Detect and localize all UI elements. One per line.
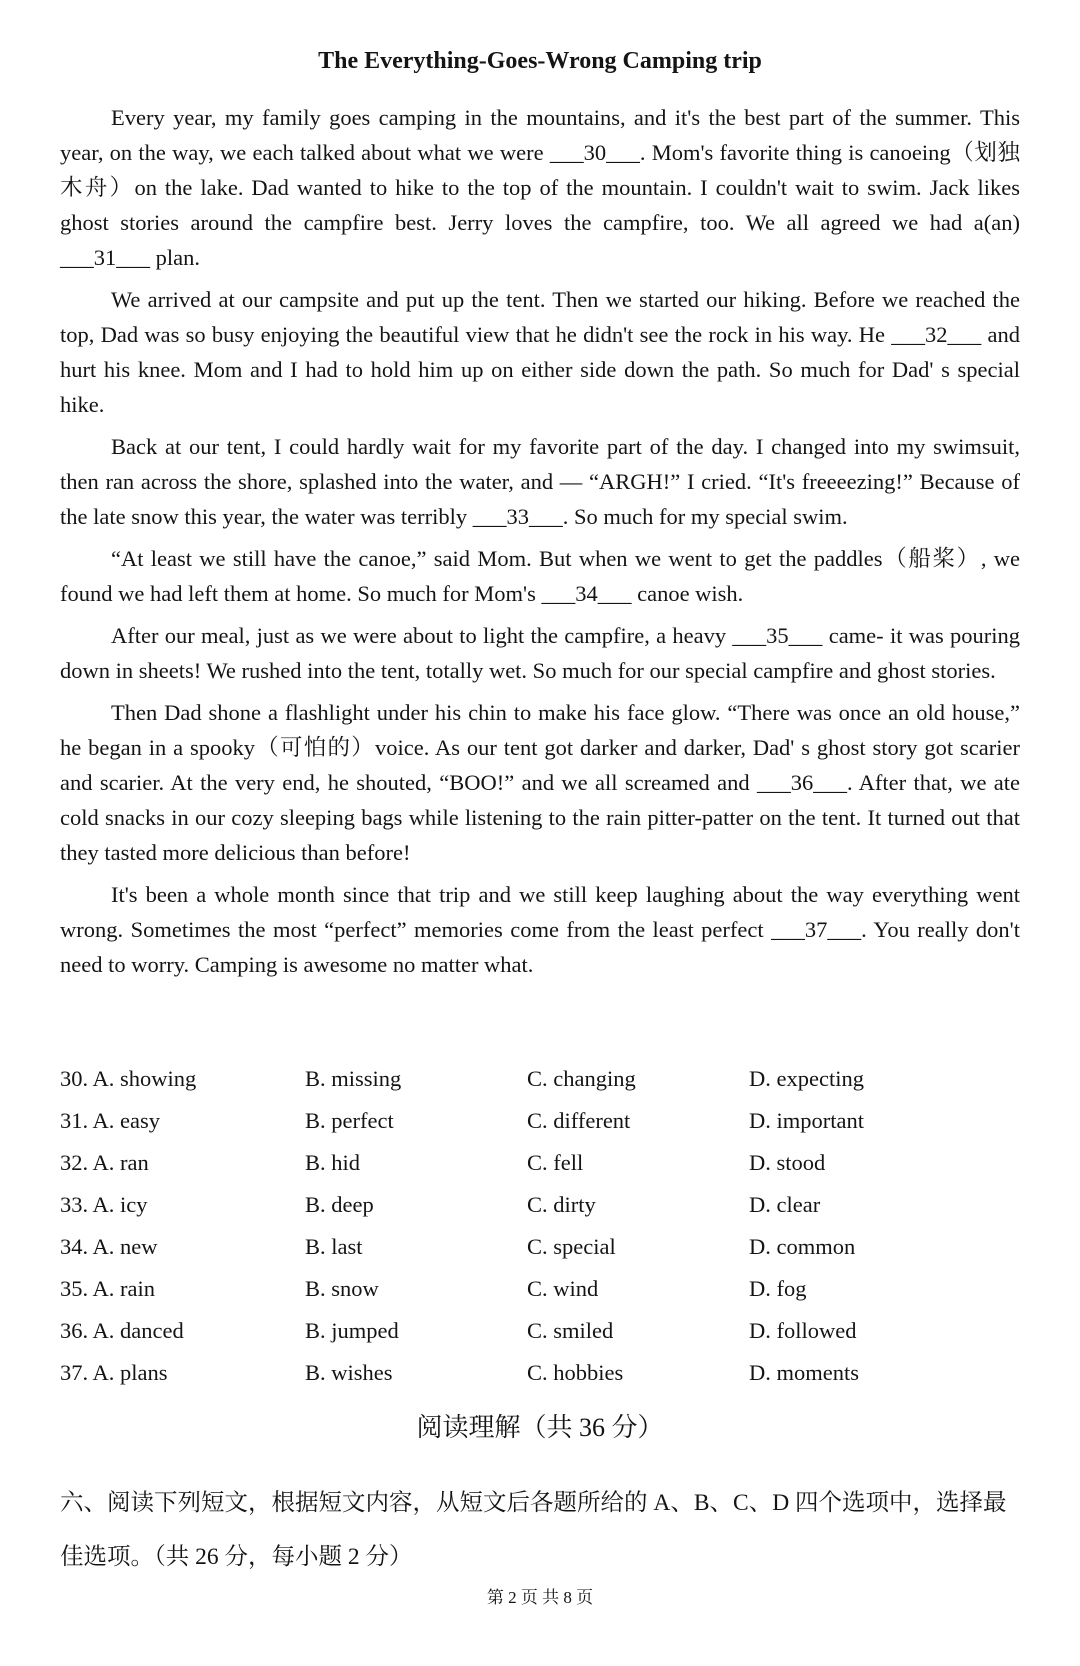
question-37-options xyxy=(60,1352,1020,1394)
option-b: B. hid xyxy=(305,1150,361,1175)
option-b: B. deep xyxy=(305,1192,374,1217)
option-d: D. stood xyxy=(749,1150,826,1175)
passage-title: The Everything-Goes-Wrong Camping trip xyxy=(318,48,762,74)
option-b: B. wishes xyxy=(305,1360,393,1385)
question-35-options xyxy=(60,1268,1020,1310)
question-30-options xyxy=(60,1058,1020,1100)
question-36-options xyxy=(60,1310,1020,1352)
option-c: C. special xyxy=(527,1234,616,1259)
option-c: C. smiled xyxy=(527,1318,614,1343)
paragraph: We arrived at our campsite and put up the tent. Then we started our hiking. Before we reached the top, Dad was so busy enjoying the beautiful view that he didn't see the rock in his way. He ___32___ and hurt his knee. Mom and I had to hold him up on either side down the path. So much for Dad' s special hike. xyxy=(60,287,1020,417)
option-b: B. missing xyxy=(305,1066,402,1091)
option-c: C. hobbies xyxy=(527,1360,624,1385)
option-a: 30. A. showing xyxy=(60,1066,197,1091)
paragraph: Every year, my family goes camping in the mountains, and it's the best part of the summer. This year, on the way, we each talked about what we were ___30___. Mom's favorite thing is canoeing（划独木舟）on the lake. Dad wanted to hike to the top of the mountain. I couldn't wait to swim. Jack likes ghost stories around the campfire best. Jerry loves the campfire, too. We all agreed we had a(an) ___31___ plan. xyxy=(60,105,1020,270)
option-b: B. last xyxy=(305,1234,363,1259)
option-a: 31. A. easy xyxy=(60,1108,160,1133)
option-c: C. fell xyxy=(527,1150,584,1175)
page-footer: 第 2 页 共 8 页 xyxy=(486,1588,594,1607)
option-a: 35. A. rain xyxy=(60,1276,155,1301)
option-d: D. expecting xyxy=(749,1066,864,1091)
question-33-options xyxy=(60,1184,1020,1226)
paragraph: “At least we still have the canoe,” said Mom. But when we went to get the paddles（船桨）, we found we had left them at home. So much for Mom's ___34___ canoe wish. xyxy=(60,546,1020,606)
option-d: D. moments xyxy=(749,1360,859,1385)
option-a: 32. A. ran xyxy=(60,1150,149,1175)
option-d: D. important xyxy=(749,1108,864,1133)
option-b: B. jumped xyxy=(305,1318,399,1343)
paragraph: It's been a whole month since that trip and we still keep laughing about the way everything went wrong. Sometimes the most “perfect” memories come from the least perfect ___37___. You really don't need to worry. Camping is awesome no matter what. xyxy=(60,882,1020,977)
cloze-passage xyxy=(60,100,1020,989)
option-a: 37. A. plans xyxy=(60,1360,168,1385)
option-c: C. wind xyxy=(527,1276,599,1301)
paragraph: Then Dad shone a flashlight under his chin to make his face glow. “There was once an old house,” he began in a spooky（可怕的）voice. As our tent got darker and darker, Dad' s ghost story got scarier and scarier. At the very end, he shouted, “BOO!” and we all screamed and ___36___. After that, we ate cold snacks in our cozy sleeping bags while listening to the rain pitter-patter on the tent. It turned out that they tasted more delicious than before! xyxy=(60,700,1020,865)
question-31-options xyxy=(60,1100,1020,1142)
option-d: D. fog xyxy=(749,1276,807,1301)
option-a: 34. A. new xyxy=(60,1234,158,1259)
option-c: C. changing xyxy=(527,1066,636,1091)
paragraph: Back at our tent, I could hardly wait for my favorite part of the day. I changed into my swimsuit, then ran across the shore, splashed into the water, and — “ARGH!” I cried. “It's freeeezing!” Because of the late snow this year, the water was terribly ___33___. So much for my special swim. xyxy=(60,434,1020,529)
section-instructions: 六、阅读下列短文，根据短文内容，从短文后各题所给的 A、B、C、D 四个选项中，选择最佳选项。（共 26 分，每小题 2 分） xyxy=(60,1490,1007,1570)
option-b: B. snow xyxy=(305,1276,379,1301)
paragraph: After our meal, just as we were about to light the campfire, a heavy ___35___ came- it was pouring down in sheets! We rushed into the tent, totally wet. So much for our special campfire and ghost stories. xyxy=(60,623,1020,683)
option-a: 36. A. danced xyxy=(60,1318,184,1343)
question-32-options xyxy=(60,1142,1020,1184)
option-d: D. clear xyxy=(749,1192,821,1217)
option-d: D. followed xyxy=(749,1318,857,1343)
option-d: D. common xyxy=(749,1234,856,1259)
section-title: 阅读理解（共 36 分） xyxy=(416,1413,664,1442)
option-b: B. perfect xyxy=(305,1108,394,1133)
question-34-options xyxy=(60,1226,1020,1268)
option-a: 33. A. icy xyxy=(60,1192,148,1217)
option-c: C. dirty xyxy=(527,1192,596,1217)
option-c: C. different xyxy=(527,1108,631,1133)
answer-options xyxy=(60,1058,1020,1394)
